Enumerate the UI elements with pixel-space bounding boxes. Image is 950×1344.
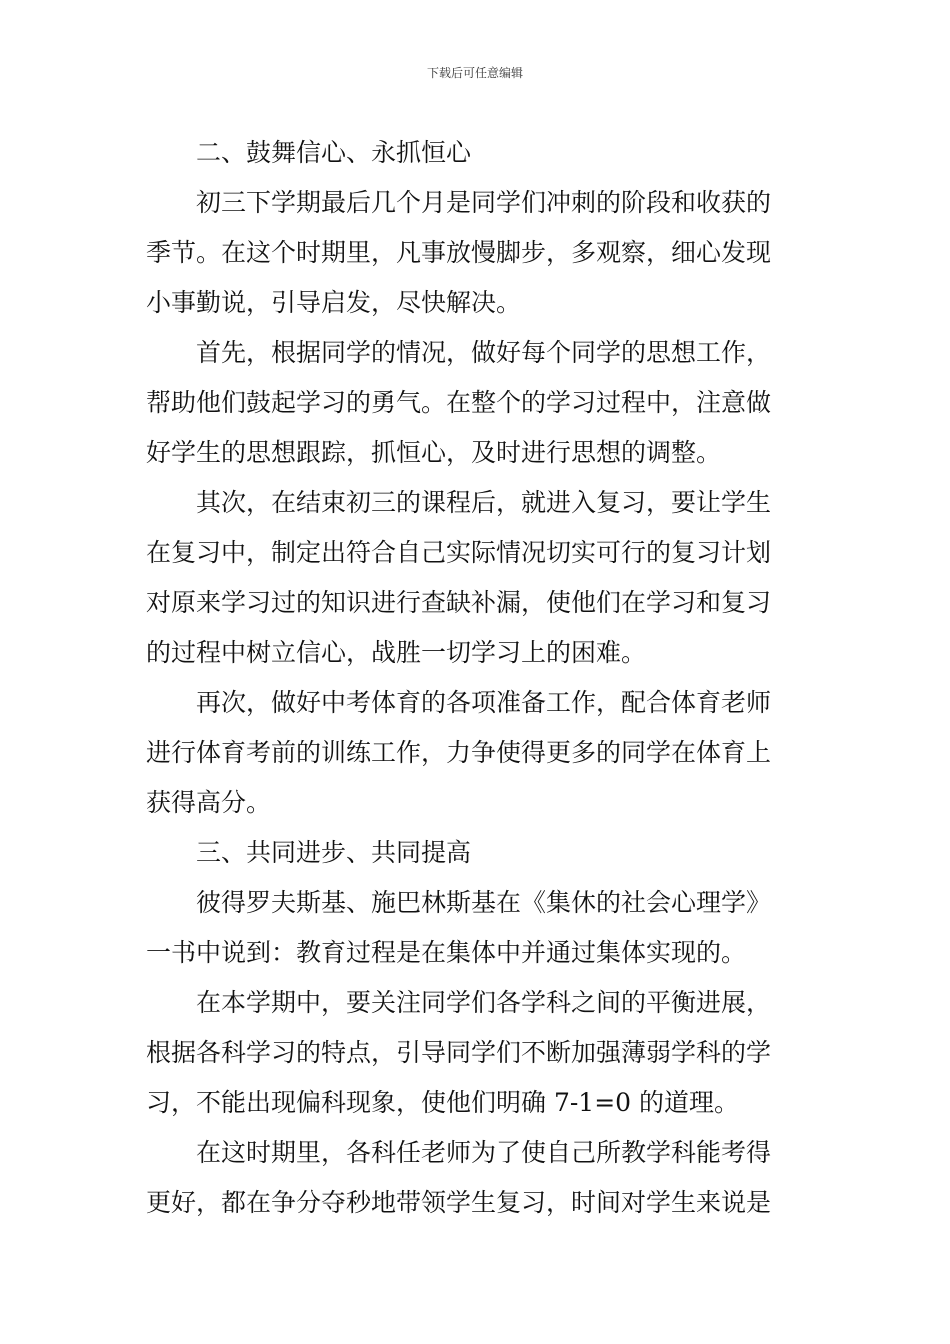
text-line: 季节。在这个时期里，凡事放慢脚步，多观察，细心发现 — [146, 238, 772, 267]
text-line: 一书中说到：教育过程是在集体中并通过集体实现的。 — [146, 938, 747, 967]
text-line: 获得高分。 — [146, 788, 272, 817]
text-line: 帮助他们鼓起学习的勇气。在整个的学习过程中，注意做 — [146, 388, 772, 417]
text-line: 彼得罗夫斯基、施巴林斯基在《集休的社会心理学》 — [196, 888, 772, 917]
text-line: 其次，在结束初三的课程后，就进入复习，要让学生 — [196, 488, 772, 517]
text-line: 的过程中树立信心，战胜一切学习上的困难。 — [146, 638, 647, 667]
text-line: 在复习中，制定出符合自己实际情况切实可行的复习计划 — [146, 538, 772, 567]
text-line: 在本学期中，要关注同学们各学科之间的平衡进展， — [196, 988, 772, 1017]
text-line: 进行体育考前的训练工作，力争使得更多的同学在体育上 — [146, 738, 772, 767]
text-line: 三、共同进步、共同提高 — [196, 838, 472, 867]
text-line: 习，不能出现偏科现象，使他们明确 7-1=0 的道理。 — [146, 1088, 740, 1117]
text-line: 二、鼓舞信心、永抓恒心 — [196, 138, 472, 167]
text-line: 更好，都在争分夺秒地带领学生复习，时间对学生来说是 — [146, 1188, 772, 1217]
document-body — [146, 128, 812, 1228]
text-line: 对原来学习过的知识进行查缺补漏，使他们在学习和复习 — [146, 588, 772, 617]
text-line: 在这时期里，各科任老师为了使自己所教学科能考得 — [196, 1138, 772, 1167]
text-line: 好学生的思想跟踪，抓恒心，及时进行思想的调整。 — [146, 438, 722, 467]
text-line: 初三下学期最后几个月是同学们冲刺的阶段和收获的 — [196, 188, 772, 217]
page-header: 下载后可任意编辑 — [426, 66, 523, 80]
text-line: 根据各科学习的特点，引导同学们不断加强薄弱学科的学 — [146, 1038, 772, 1067]
text-line: 小事勤说，引导启发，尽快解决。 — [146, 288, 522, 317]
text-line: 再次，做好中考体育的各项准备工作，配合体育老师 — [196, 688, 772, 717]
text-line: 首先，根据同学的情况，做好每个同学的思想工作， — [196, 338, 772, 367]
